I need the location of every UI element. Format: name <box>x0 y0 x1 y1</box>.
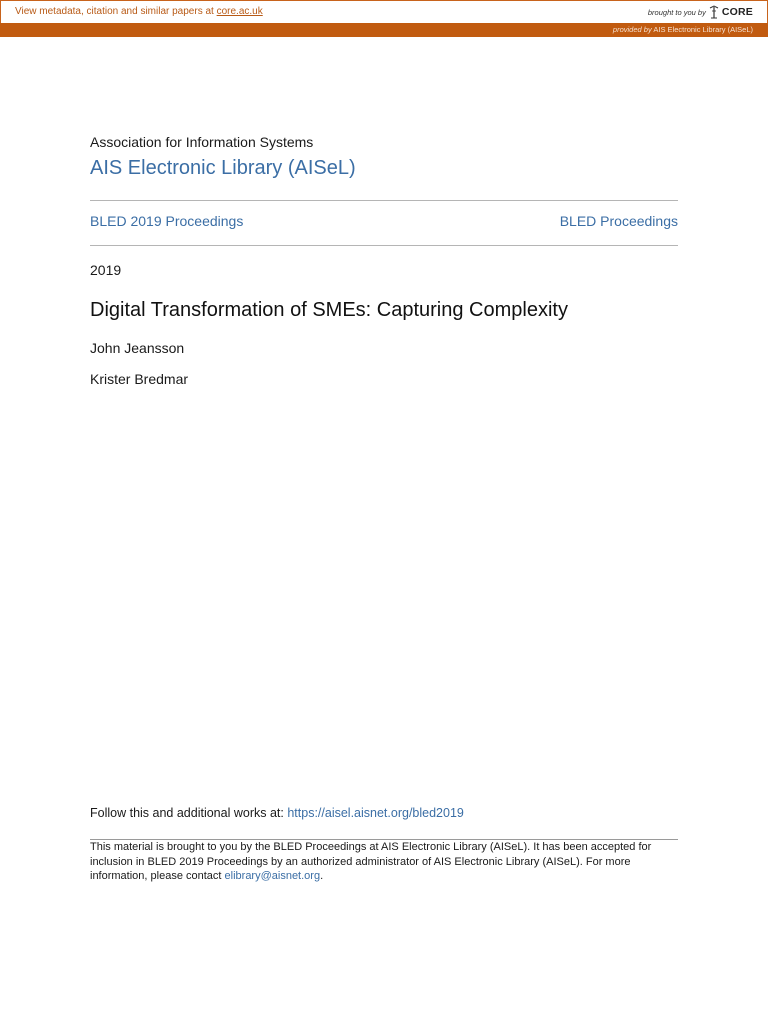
core-logo-text: CORE <box>721 6 753 18</box>
notice-text: This material is brought to you by the BLED Proceedings at AIS Electronic Library (AISeL). It has been accepted for inclusion in BLED 2019 Proceedings by an authorized administrator of AIS Electronic Library (AISeL). For more information, please contact <box>90 841 652 883</box>
follow-text: Follow this and additional works at: <box>90 806 284 820</box>
paper-title: Digital Transformation of SMEs: Capturing Complexity <box>90 299 568 321</box>
core-brought-text: brought to you by <box>647 7 706 17</box>
provided-by-text <box>613 25 753 34</box>
notice-end: . <box>320 870 324 883</box>
core-banner <box>0 0 768 24</box>
provided-source: AIS Electronic Library (AISeL) <box>653 25 753 34</box>
core-metadata-text: View metadata, citation and similar papers at <box>15 6 214 17</box>
core-logo-icon <box>709 5 719 19</box>
core-metadata-line <box>15 6 263 17</box>
provided-prefix: provided by <box>612 25 652 34</box>
divider-bottom <box>90 245 678 246</box>
author-name: Krister Bredmar <box>90 371 189 387</box>
follow-link[interactable]: https://aisel.aisnet.org/bled2019 <box>287 806 464 820</box>
author-name: John Jeansson <box>90 340 185 356</box>
rights-notice <box>90 840 678 884</box>
core-link[interactable]: core.ac.uk <box>216 6 263 17</box>
breadcrumb-proceedings-2019[interactable]: BLED 2019 Proceedings <box>90 213 244 229</box>
core-branding[interactable] <box>648 5 753 19</box>
publication-year: 2019 <box>90 262 122 278</box>
follow-line <box>90 806 678 820</box>
provided-by-bar <box>0 23 768 37</box>
divider-top <box>90 200 678 201</box>
library-title-link[interactable]: AIS Electronic Library (AISeL) <box>90 157 356 179</box>
contact-email-link[interactable]: elibrary@aisnet.org <box>224 870 321 883</box>
association-name: Association for Information Systems <box>90 134 314 150</box>
breadcrumb-proceedings[interactable]: BLED Proceedings <box>559 213 678 229</box>
breadcrumb <box>90 213 678 229</box>
